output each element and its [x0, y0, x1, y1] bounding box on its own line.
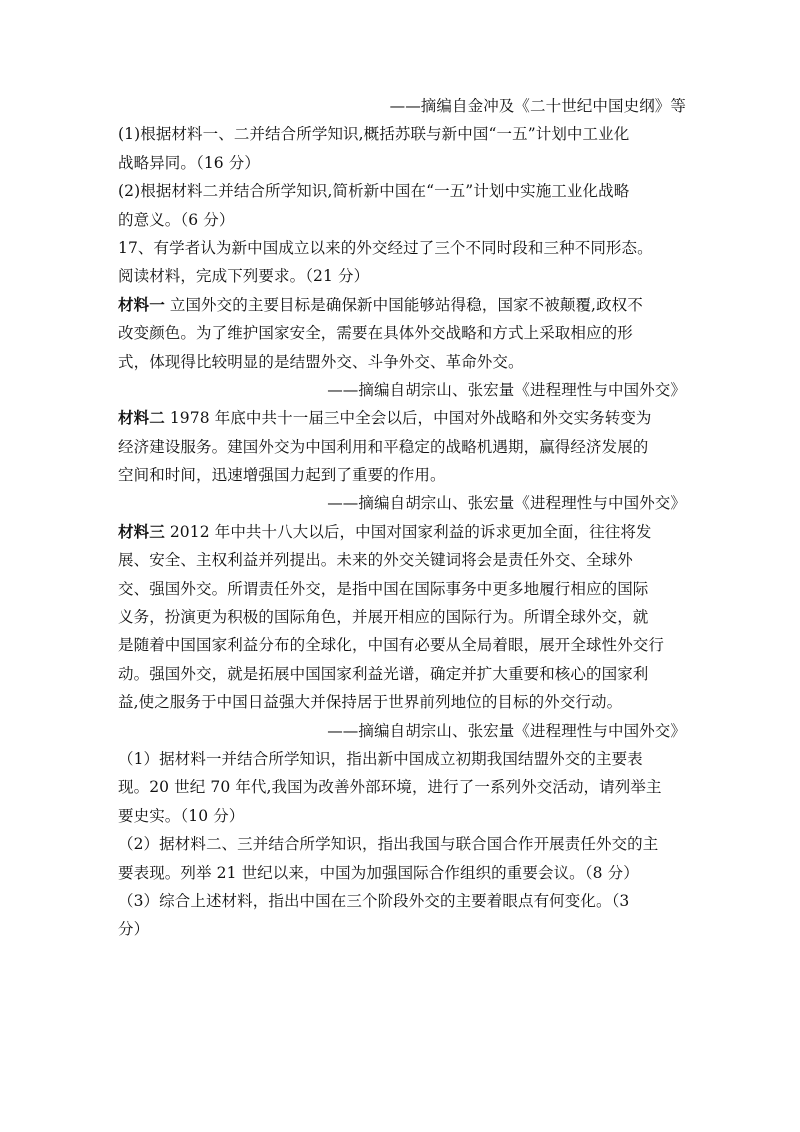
material-2-text-1: 1978 年底中共十一届三中全会以后，中国对外战略和外交实务转变为	[164, 409, 652, 428]
material-1-text-1: 立国外交的主要目标是确保新中国能够站得稳，国家不被颠覆,政权不	[164, 295, 643, 314]
material-3-line-6: 动。强国外交，就是拓展中国国家利益光谱，确定并扩大重要和核心的国家利	[118, 664, 649, 683]
question-17-2-line-1: （2）据材料二、三并结合所学知识，指出我国与联合国合作开展责任外交的主	[118, 835, 659, 854]
document-page	[118, 92, 686, 944]
material-3-text-1: 2012 年中共十八大以后，中国对国家利益的诉求更加全面，往往将发	[164, 522, 652, 541]
material-3-line-3: 交、强国外交。所谓责任外交，是指中国在国际事务中更多地履行相应的国际	[118, 579, 649, 598]
question-17-3-line-1: （3）综合上述材料，指出中国在三个阶段外交的主要着眼点有何变化。（3	[118, 891, 630, 910]
material-2-label: 材料二	[118, 408, 165, 428]
material-1-label: 材料一	[118, 294, 165, 314]
material-1-line-1	[118, 291, 686, 319]
material-2-source: ——摘编自胡宗山、张宏量《进程理性与中国外交》	[327, 494, 686, 513]
question-17-intro-line-2: 阅读材料，完成下列要求。（21 分）	[118, 267, 370, 286]
question-17-2-line-2: 要表现。列举 21 世纪以来，中国为加强国际合作组织的重要会议。（8 分）	[118, 863, 639, 882]
material-3-line-7: 益,使之服务于中国日益强大并保持居于世界前列地位的目标的外交行动。	[118, 693, 623, 712]
material-3-line-4: 义务，扮演更为积极的国际角色，并展开相应的国际行为。所谓全球外交，就	[118, 608, 649, 627]
question-16-1-line-1: (1)根据材料一、二并结合所学知识,概括苏联与新中国“一五”计划中工业化	[118, 125, 630, 144]
question-16-1-line-2: 战略异同。（16 分）	[118, 153, 261, 172]
material-3-label: 材料三	[118, 521, 165, 541]
material-2-line-3: 空间和时间，迅速增强国力起到了重要的作用。	[118, 466, 446, 485]
source-citation: ——摘编自金冲及《二十世纪中国史纲》等	[389, 97, 686, 115]
question-16-2-line-1: (2)根据材料二并结合所学知识,简析新中国在“一五”计划中实施工业化战略	[118, 182, 630, 201]
question-16-2-line-2: 的意义。（6 分）	[118, 210, 235, 229]
material-2-line-1	[118, 404, 686, 432]
material-3-line-2: 展、安全、主权利益并列提出。未来的外交关键词将会是责任外交、全球外	[118, 551, 633, 570]
material-3-source: ——摘编自胡宗山、张宏量《进程理性与中国外交》	[327, 721, 686, 740]
material-1-line-2: 改变颜色。为了维护国家安全，需要在具体外交战略和方式上采取相应的形	[118, 324, 633, 343]
material-3-line-5: 是随着中国国家利益分布的全球化，中国有必要从全局着眼，展开全球性外交行	[118, 636, 665, 655]
question-17-3-line-2: 分）	[118, 920, 150, 939]
question-17-intro-line-1: 17、有学者认为新中国成立以来的外交经过了三个不同时段和三种不同形态。	[118, 238, 653, 257]
material-1-source: ——摘编自胡宗山、张宏量《进程理性与中国外交》	[327, 380, 686, 399]
material-2-line-2: 经济建设服务。建国外交为中国利用和平稳定的战略机遇期，赢得经济发展的	[118, 437, 649, 456]
question-17-1-line-1: （1）据材料一并结合所学知识，指出新中国成立初期我国结盟外交的主要表	[118, 749, 643, 768]
question-17-1-line-3: 要史实。（10 分）	[118, 806, 245, 825]
material-1-line-3: 式，体现得比较明显的是结盟外交、斗争外交、革命外交。	[118, 352, 524, 371]
question-17-1-line-2: 现。20 世纪 70 年代,我国为改善外部环境，进行了一系列外交活动，请列举主	[118, 778, 662, 797]
material-3-line-1	[118, 518, 686, 546]
